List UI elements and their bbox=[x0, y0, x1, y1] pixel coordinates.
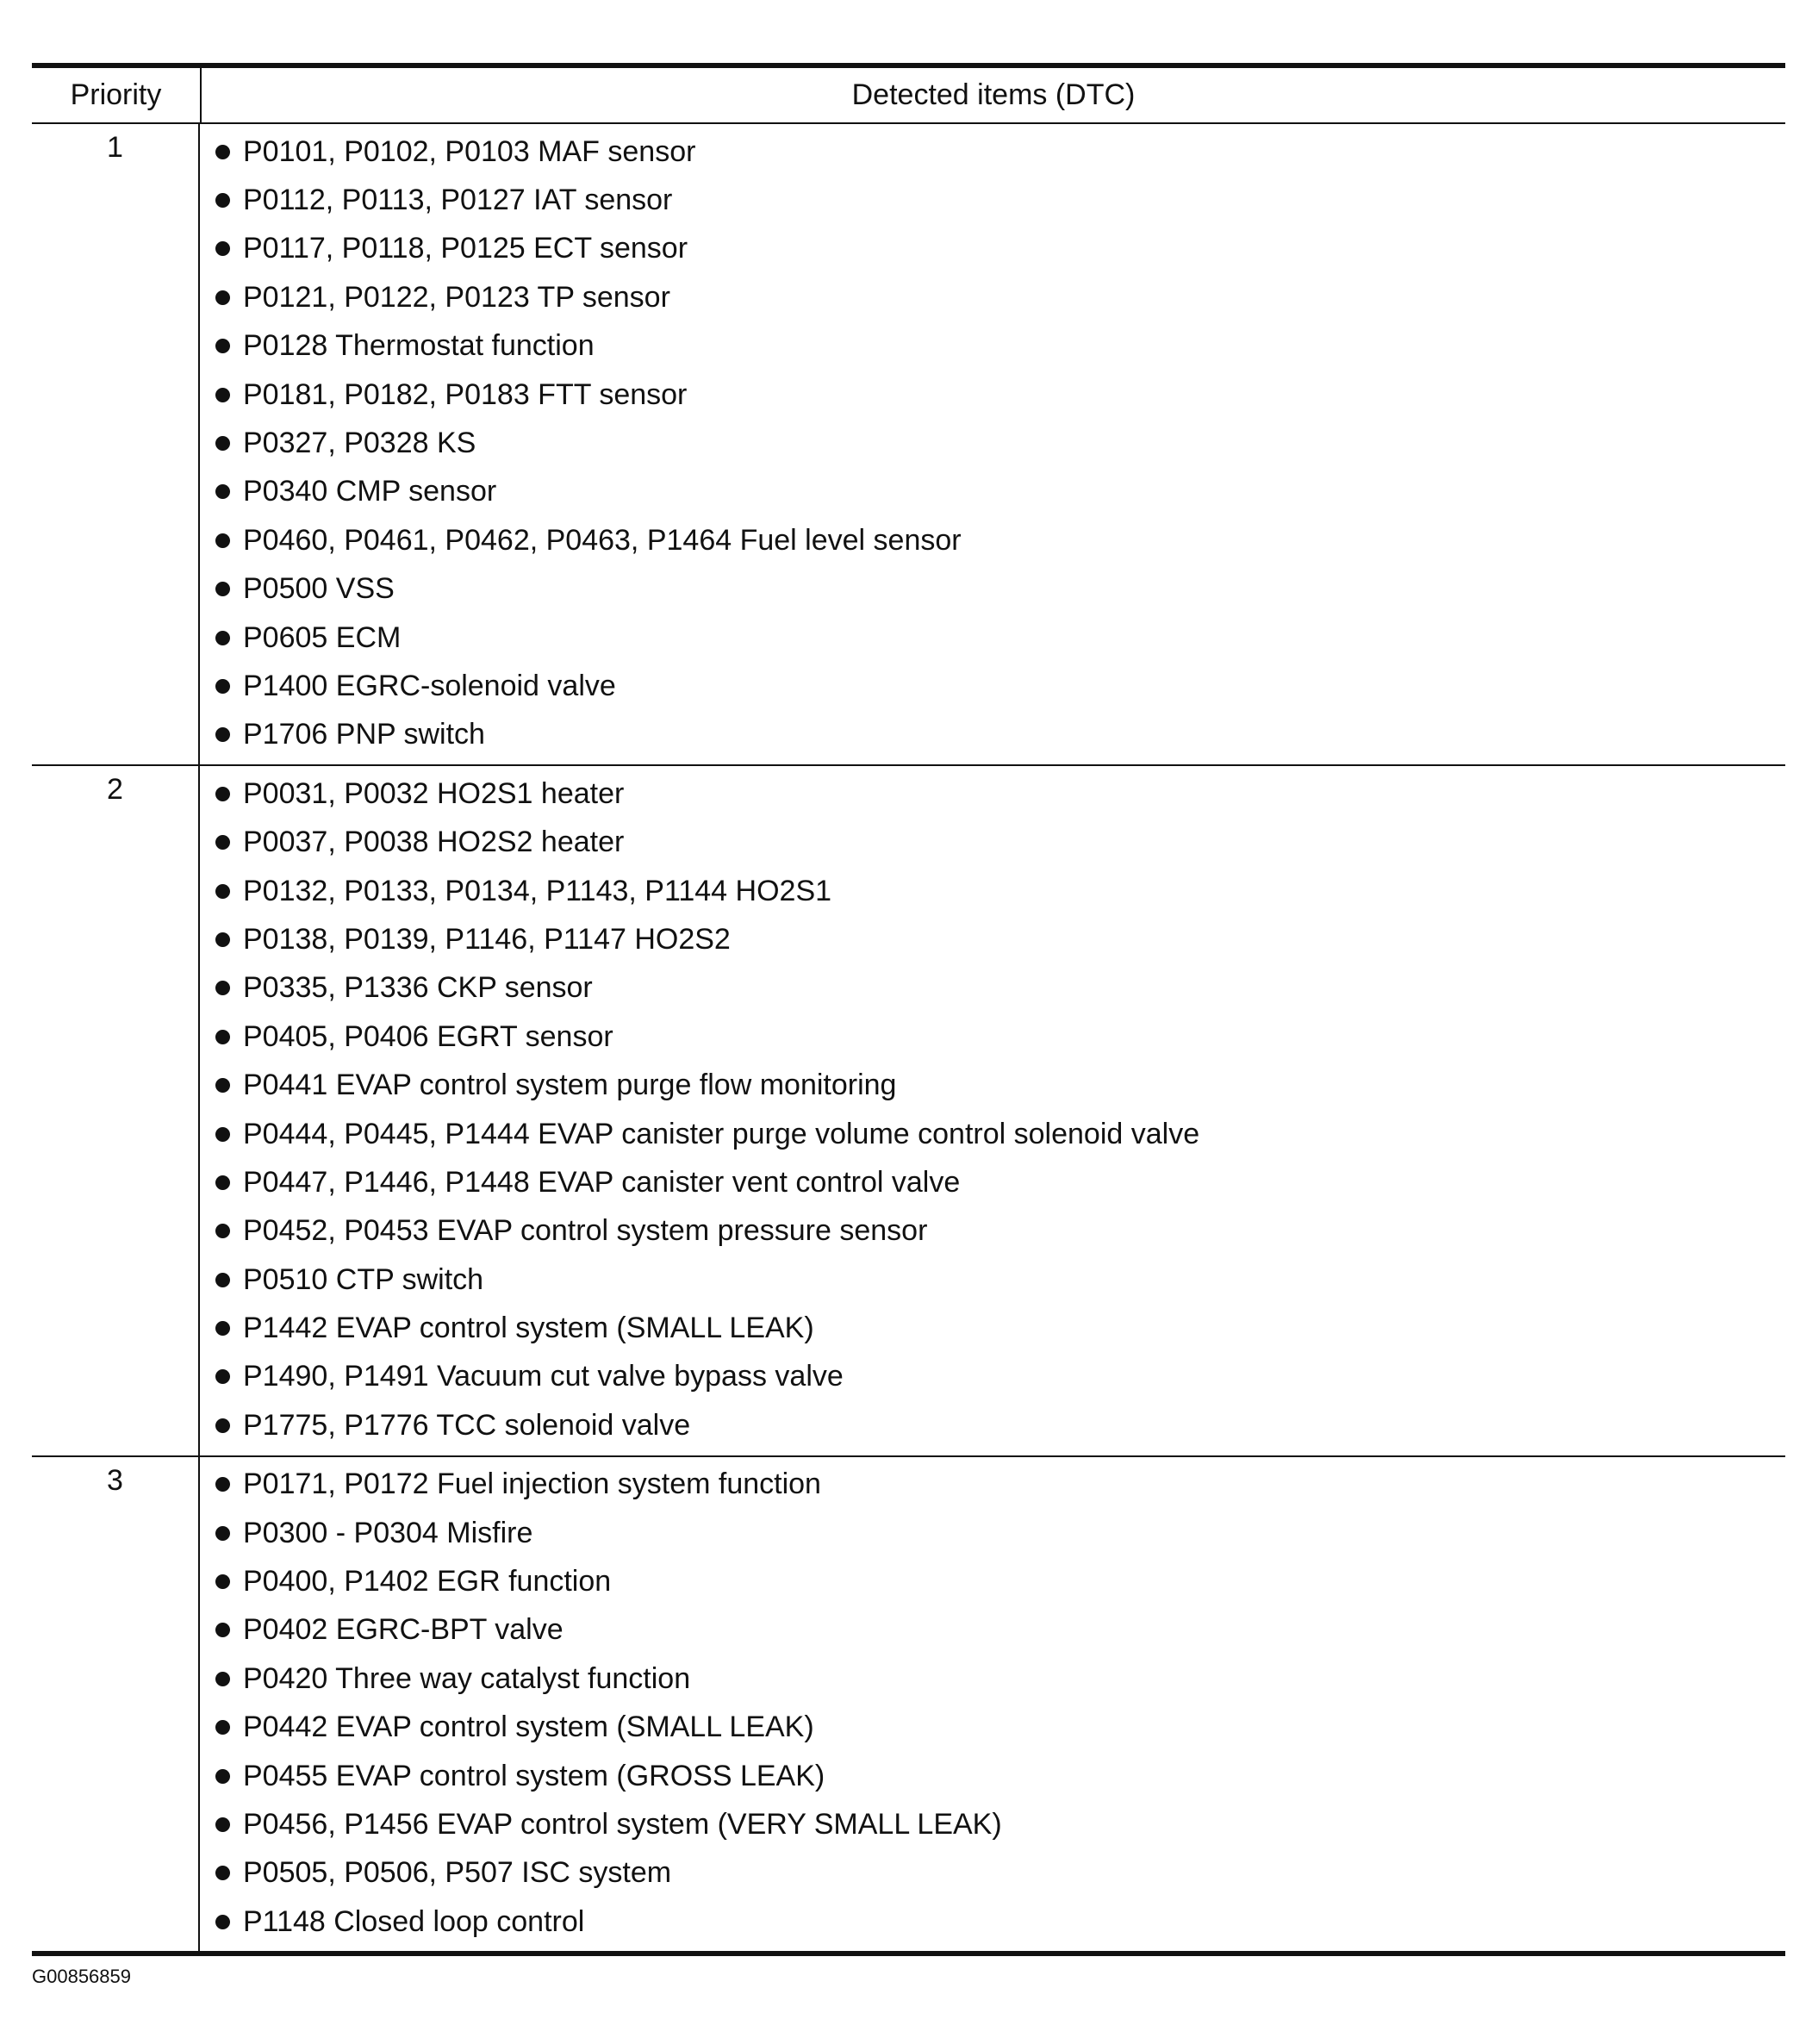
dtc-item bbox=[215, 1110, 1785, 1158]
header-priority: Priority bbox=[32, 68, 202, 122]
bullet-icon bbox=[215, 631, 230, 645]
priority-group bbox=[32, 764, 1785, 1455]
dtc-item-text: P0505, P0506, P507 ISC system bbox=[243, 1856, 672, 1890]
dtc-item bbox=[215, 1401, 1785, 1449]
dtc-item bbox=[215, 176, 1785, 224]
priority-value: 1 bbox=[32, 124, 200, 764]
dtc-item bbox=[215, 1606, 1785, 1655]
table-header bbox=[32, 68, 1785, 124]
dtc-item-text: P1442 EVAP control system (SMALL LEAK) bbox=[243, 1312, 814, 1345]
dtc-item bbox=[215, 1256, 1785, 1304]
bullet-icon bbox=[215, 1078, 230, 1093]
header-detected-items: Detected items (DTC) bbox=[851, 78, 1136, 111]
dtc-item-text: P1400 EGRC-solenoid valve bbox=[243, 669, 616, 702]
dtc-item-text: P0037, P0038 HO2S2 heater bbox=[243, 826, 625, 859]
dtc-item-text: P0500 VSS bbox=[243, 572, 395, 606]
bullet-icon bbox=[215, 727, 230, 742]
priority-value: 3 bbox=[32, 1457, 200, 1952]
dtc-item-text: P0455 EVAP control system (GROSS LEAK) bbox=[243, 1759, 825, 1792]
dtc-item bbox=[215, 1304, 1785, 1352]
bullet-icon bbox=[215, 241, 230, 256]
dtc-item-text: P1148 Closed loop control bbox=[243, 1904, 585, 1938]
bullet-icon bbox=[215, 1720, 230, 1735]
dtc-item bbox=[215, 1461, 1785, 1509]
bullet-icon bbox=[215, 193, 230, 208]
dtc-item bbox=[215, 1353, 1785, 1401]
dtc-item bbox=[215, 322, 1785, 371]
bullet-icon bbox=[215, 388, 230, 402]
bullet-icon bbox=[215, 436, 230, 451]
dtc-item bbox=[215, 662, 1785, 710]
dtc-item-text: P0181, P0182, P0183 FTT sensor bbox=[243, 377, 688, 411]
detected-items-cell bbox=[200, 1457, 1785, 1952]
bullet-icon bbox=[215, 884, 230, 899]
dtc-item bbox=[215, 128, 1785, 176]
dtc-item-text: P0460, P0461, P0462, P0463, P1464 Fuel level sensor bbox=[243, 523, 962, 557]
dtc-item-text: P0327, P0328 KS bbox=[243, 427, 476, 460]
dtc-item-text: P0444, P0445, P1444 EVAP canister purge volume control solenoid valve bbox=[243, 1117, 1200, 1150]
bullet-icon bbox=[215, 932, 230, 947]
bullet-icon bbox=[215, 1127, 230, 1142]
dtc-item bbox=[215, 711, 1785, 759]
dtc-item-text: P0402 EGRC-BPT valve bbox=[243, 1613, 564, 1647]
bullet-icon bbox=[215, 1030, 230, 1044]
bullet-icon bbox=[215, 1418, 230, 1433]
dtc-item-text: P0128 Thermostat function bbox=[243, 329, 595, 363]
figure-id: G00856859 bbox=[32, 1966, 131, 1987]
dtc-item bbox=[215, 964, 1785, 1013]
bullet-icon bbox=[215, 1369, 230, 1384]
dtc-item bbox=[215, 818, 1785, 866]
bullet-icon bbox=[215, 835, 230, 850]
bullet-icon bbox=[215, 1623, 230, 1637]
bullet-icon bbox=[215, 145, 230, 159]
dtc-item-text: P0447, P1446, P1448 EVAP canister vent control valve bbox=[243, 1165, 961, 1199]
priority-group bbox=[32, 124, 1785, 764]
dtc-item bbox=[215, 1509, 1785, 1557]
bullet-icon bbox=[215, 1915, 230, 1929]
dtc-item-text: P1490, P1491 Vacuum cut valve bypass valve bbox=[243, 1360, 844, 1393]
bullet-icon bbox=[215, 1769, 230, 1784]
dtc-item bbox=[215, 1557, 1785, 1605]
dtc-item-text: P0605 ECM bbox=[243, 620, 402, 654]
dtc-item bbox=[215, 1013, 1785, 1061]
bullet-icon bbox=[215, 484, 230, 499]
bullet-icon bbox=[215, 582, 230, 596]
dtc-item-text: P0405, P0406 EGRT sensor bbox=[243, 1019, 613, 1053]
dtc-item bbox=[215, 770, 1785, 818]
bullet-icon bbox=[215, 679, 230, 694]
priority-value: 2 bbox=[32, 766, 200, 1455]
dtc-item-text: P1775, P1776 TCC solenoid valve bbox=[243, 1408, 691, 1442]
dtc-item bbox=[215, 1061, 1785, 1109]
dtc-item bbox=[215, 565, 1785, 614]
bullet-icon bbox=[215, 1526, 230, 1541]
dtc-item bbox=[215, 1849, 1785, 1898]
table-body bbox=[32, 124, 1785, 1951]
bullet-icon bbox=[215, 1477, 230, 1492]
dtc-item bbox=[215, 1752, 1785, 1800]
dtc-item-text: P0441 EVAP control system purge flow monitoring bbox=[243, 1069, 897, 1102]
dtc-item-text: P0452, P0453 EVAP control system pressure sensor bbox=[243, 1214, 928, 1248]
dtc-item-text: P0112, P0113, P0127 IAT sensor bbox=[243, 184, 673, 217]
dtc-item-text: P0171, P0172 Fuel injection system function bbox=[243, 1468, 821, 1501]
bullet-icon bbox=[215, 1574, 230, 1589]
dtc-item-text: P0138, P0139, P1146, P1147 HO2S2 bbox=[243, 922, 731, 956]
dtc-item bbox=[215, 468, 1785, 516]
dtc-item bbox=[215, 614, 1785, 662]
detected-items-cell bbox=[200, 766, 1785, 1455]
bullet-icon bbox=[215, 1817, 230, 1832]
bullet-icon bbox=[215, 1672, 230, 1686]
dtc-item bbox=[215, 867, 1785, 915]
dtc-item bbox=[215, 915, 1785, 963]
bullet-icon bbox=[215, 533, 230, 548]
dtc-item bbox=[215, 1704, 1785, 1752]
dtc-item bbox=[215, 371, 1785, 419]
dtc-item bbox=[215, 516, 1785, 564]
dtc-item bbox=[215, 1655, 1785, 1703]
dtc-item-text: P0420 Three way catalyst function bbox=[243, 1661, 691, 1695]
priority-group bbox=[32, 1455, 1785, 1952]
dtc-item-text: P0101, P0102, P0103 MAF sensor bbox=[243, 134, 696, 168]
dtc-item-text: P0400, P1402 EGR function bbox=[243, 1565, 612, 1598]
dtc-item-text: P0340 CMP sensor bbox=[243, 475, 497, 508]
bullet-icon bbox=[215, 1273, 230, 1287]
dtc-item bbox=[215, 1800, 1785, 1848]
dtc-item bbox=[215, 225, 1785, 273]
dtc-item bbox=[215, 273, 1785, 321]
dtc-item bbox=[215, 1898, 1785, 1946]
dtc-item-text: P0335, P1336 CKP sensor bbox=[243, 971, 593, 1005]
bullet-icon bbox=[215, 339, 230, 353]
bullet-icon bbox=[215, 1321, 230, 1336]
dtc-item-text: P0510 CTP switch bbox=[243, 1262, 484, 1296]
dtc-item-text: P0117, P0118, P0125 ECT sensor bbox=[243, 232, 688, 265]
dtc-item bbox=[215, 1158, 1785, 1206]
bullet-icon bbox=[215, 1224, 230, 1238]
dtc-item-text: P0456, P1456 EVAP control system (VERY SMALL LEAK) bbox=[243, 1807, 1002, 1841]
dtc-priority-table bbox=[32, 63, 1785, 1956]
bullet-icon bbox=[215, 290, 230, 305]
bullet-icon bbox=[215, 1866, 230, 1880]
dtc-item-text: P0121, P0122, P0123 TP sensor bbox=[243, 280, 670, 314]
detected-items-cell bbox=[200, 124, 1785, 764]
dtc-item-text: P0031, P0032 HO2S1 heater bbox=[243, 776, 625, 810]
bullet-icon bbox=[215, 981, 230, 995]
dtc-item-text: P0442 EVAP control system (SMALL LEAK) bbox=[243, 1711, 814, 1744]
dtc-item-text: P0132, P0133, P0134, P1143, P1144 HO2S1 bbox=[243, 874, 832, 907]
bullet-icon bbox=[215, 1175, 230, 1190]
dtc-item bbox=[215, 419, 1785, 467]
bullet-icon bbox=[215, 787, 230, 801]
dtc-item-text: P0300 - P0304 Misfire bbox=[243, 1516, 533, 1549]
dtc-item-text: P1706 PNP switch bbox=[243, 718, 485, 751]
dtc-item bbox=[215, 1207, 1785, 1256]
